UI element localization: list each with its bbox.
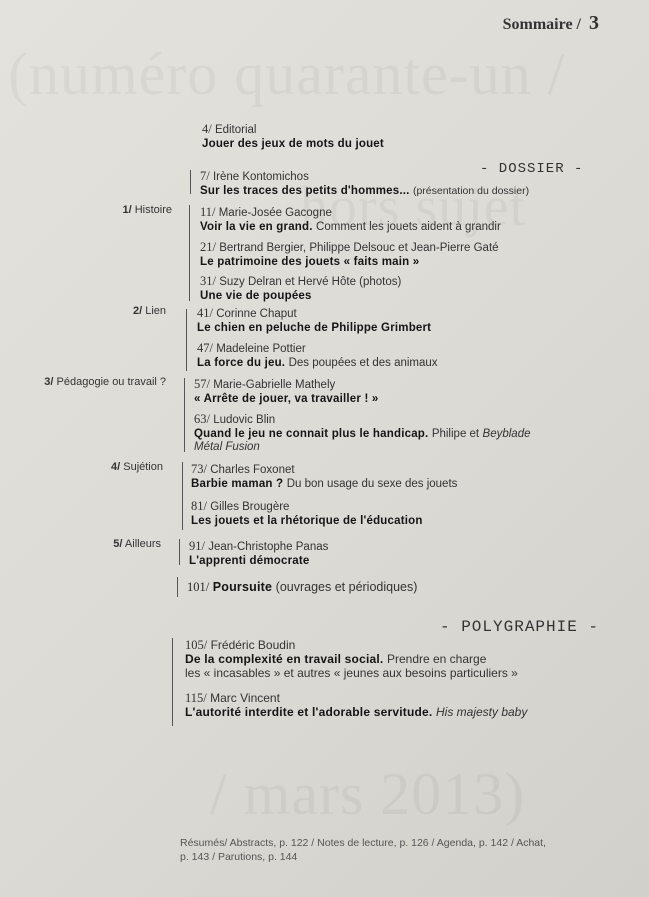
page-number: 4/ [202,122,212,136]
section-number: 2/ [132,305,143,317]
section-divider [189,205,190,301]
entry-subtitle-italic: Métal Fusion [194,441,260,453]
page-number: 63/ [194,412,210,426]
footer-notes [180,836,640,864]
entry-title: Voir la vie en grand. [200,220,313,233]
entry-author: Frédéric Boudin [210,638,296,652]
entry-author: Marc Vincent [210,691,280,705]
page-number: 41/ [197,306,213,320]
entry-author: Irène Kontomichos [212,171,309,183]
entry-author: Editorial [214,124,257,136]
entry-title: « Arrête de jouer, va travailler ! » [194,392,379,405]
section-label-lien [6,305,166,317]
entry-title: L'autorité interdite et l'adorable servitude. [185,705,433,719]
header-separator: / [576,16,581,33]
entry-author: Marie-Josée Gacogne [218,207,332,219]
toc-entry[interactable] [191,500,423,528]
toc-entry[interactable] [194,378,378,406]
section-divider [184,378,185,452]
page-number: 73/ [191,462,207,476]
header-page-number: 3 [589,12,599,34]
entry-subtitle: (présentation du dossier) [412,184,530,197]
toc-entry[interactable] [197,307,431,335]
section-name: Pédagogie ou travail ? [56,376,166,388]
entry-author: Ludovic Blin [213,414,276,426]
section-name: Sujétion [123,461,163,473]
entry-title: Barbie maman ? [191,477,284,490]
entry-subtitle-italic: Beyblade [482,427,531,440]
entry-subtitle: (ouvrages et périodiques) [275,580,418,594]
page-number: 47/ [197,341,213,355]
toc-entry-poursuite[interactable] [187,581,417,595]
watermark-top [8,40,565,109]
entry-subtitle: Philipe et [431,427,480,440]
section-name: Histoire [134,204,172,216]
entry-subtitle: Du bon usage du sexe des jouets [286,477,458,490]
toc-entry[interactable] [197,342,438,370]
polygraphie-label: - POLYGRAPHIE - [440,618,600,636]
entry-subtitle: Prendre en charge [386,652,487,666]
section-number: 3/ [44,376,54,388]
toc-entry[interactable] [200,241,499,269]
section-divider [179,539,180,565]
entry-author: Corinne Chaput [216,308,297,320]
entry-subtitle-italic: His majesty baby [435,705,528,719]
page-number: 31/ [200,274,216,288]
entry-title: L'apprenti démocrate [189,554,310,567]
toc-entry[interactable] [185,638,518,680]
toc-entry[interactable] [200,275,401,303]
entry-author: Bertrand Bergier, Philippe Delsouc et Jean-Pierre Gaté [219,242,499,254]
entry-title: Sur les traces des petits d'hommes... [200,184,410,197]
entry-title: De la complexité en travail social. [185,652,384,666]
entry-subtitle: les « incasables » et autres « jeunes aux besoins particuliers » [185,666,518,680]
page-number: 57/ [194,377,210,391]
section-number: 5/ [113,538,123,550]
divider [177,577,178,597]
section-label-ailleurs [1,538,161,550]
section-label-sujetion [3,461,163,473]
section-label-histoire [12,204,172,216]
page-number: 81/ [191,499,207,513]
entry-author: Gilles Brougère [210,501,290,513]
section-number: 4/ [110,461,121,473]
footer-line: Résumés/ Abstracts, p. 122 / Notes de lecture, p. 126 / Agenda, p. 142 / Achat, [180,837,546,849]
entry-title: Le chien en peluche de Philippe Grimbert [197,321,432,334]
entry-author: Charles Foxonet [210,464,295,476]
page-number: 91/ [189,539,205,553]
divider [190,170,191,194]
entry-title: Le patrimoine des jouets « faits main » [200,255,420,268]
entry-author: Marie-Gabrielle Mathely [213,379,336,391]
entry-title: Les jouets et la rhétorique de l'éducation [191,514,423,527]
footer-line: p. 143 / Parutions, p. 144 [180,851,298,863]
entry-title: Quand le jeu ne connait plus le handicap. [194,427,429,440]
section-divider [186,309,187,371]
toc-entry[interactable] [189,540,328,568]
page-number: 7/ [200,169,210,183]
page-number: 115/ [185,691,207,705]
header-title: Sommaire [502,16,573,33]
section-name: Ailleurs [124,538,161,550]
entry-subtitle: Comment les jouets aident à grandir [316,220,501,233]
entry-title: Jouer des jeux de mots du jouet [202,137,384,150]
watermark-bottom [210,760,525,829]
page-number: 101/ [187,580,210,594]
section-divider [172,638,173,726]
entry-subtitle: Des poupées et des animaux [288,356,438,369]
toc-entry[interactable] [185,691,527,719]
entry-author: Suzy Delran et Hervé Hôte (photos) [219,276,402,288]
section-label-pedagogie [6,376,166,388]
section-divider [182,462,183,530]
page-header [503,12,599,35]
toc-entry[interactable] [200,206,501,234]
section-name: Lien [145,305,166,317]
page-number: 11/ [200,205,216,219]
toc-entry-editorial[interactable] [202,123,384,151]
section-number: 1/ [122,204,132,216]
dossier-label: - DOSSIER - [480,161,584,177]
toc-entry[interactable] [200,170,529,198]
entry-title: La force du jeu. [197,356,286,369]
entry-title: Poursuite [212,580,273,594]
toc-entry[interactable] [194,413,531,455]
page-number: 21/ [200,240,216,254]
entry-author: Madeleine Pottier [216,343,306,355]
entry-title: Une vie de poupées [200,289,312,302]
page-number: 105/ [185,638,208,652]
toc-entry[interactable] [191,463,457,491]
entry-author: Jean-Christophe Panas [208,541,329,553]
